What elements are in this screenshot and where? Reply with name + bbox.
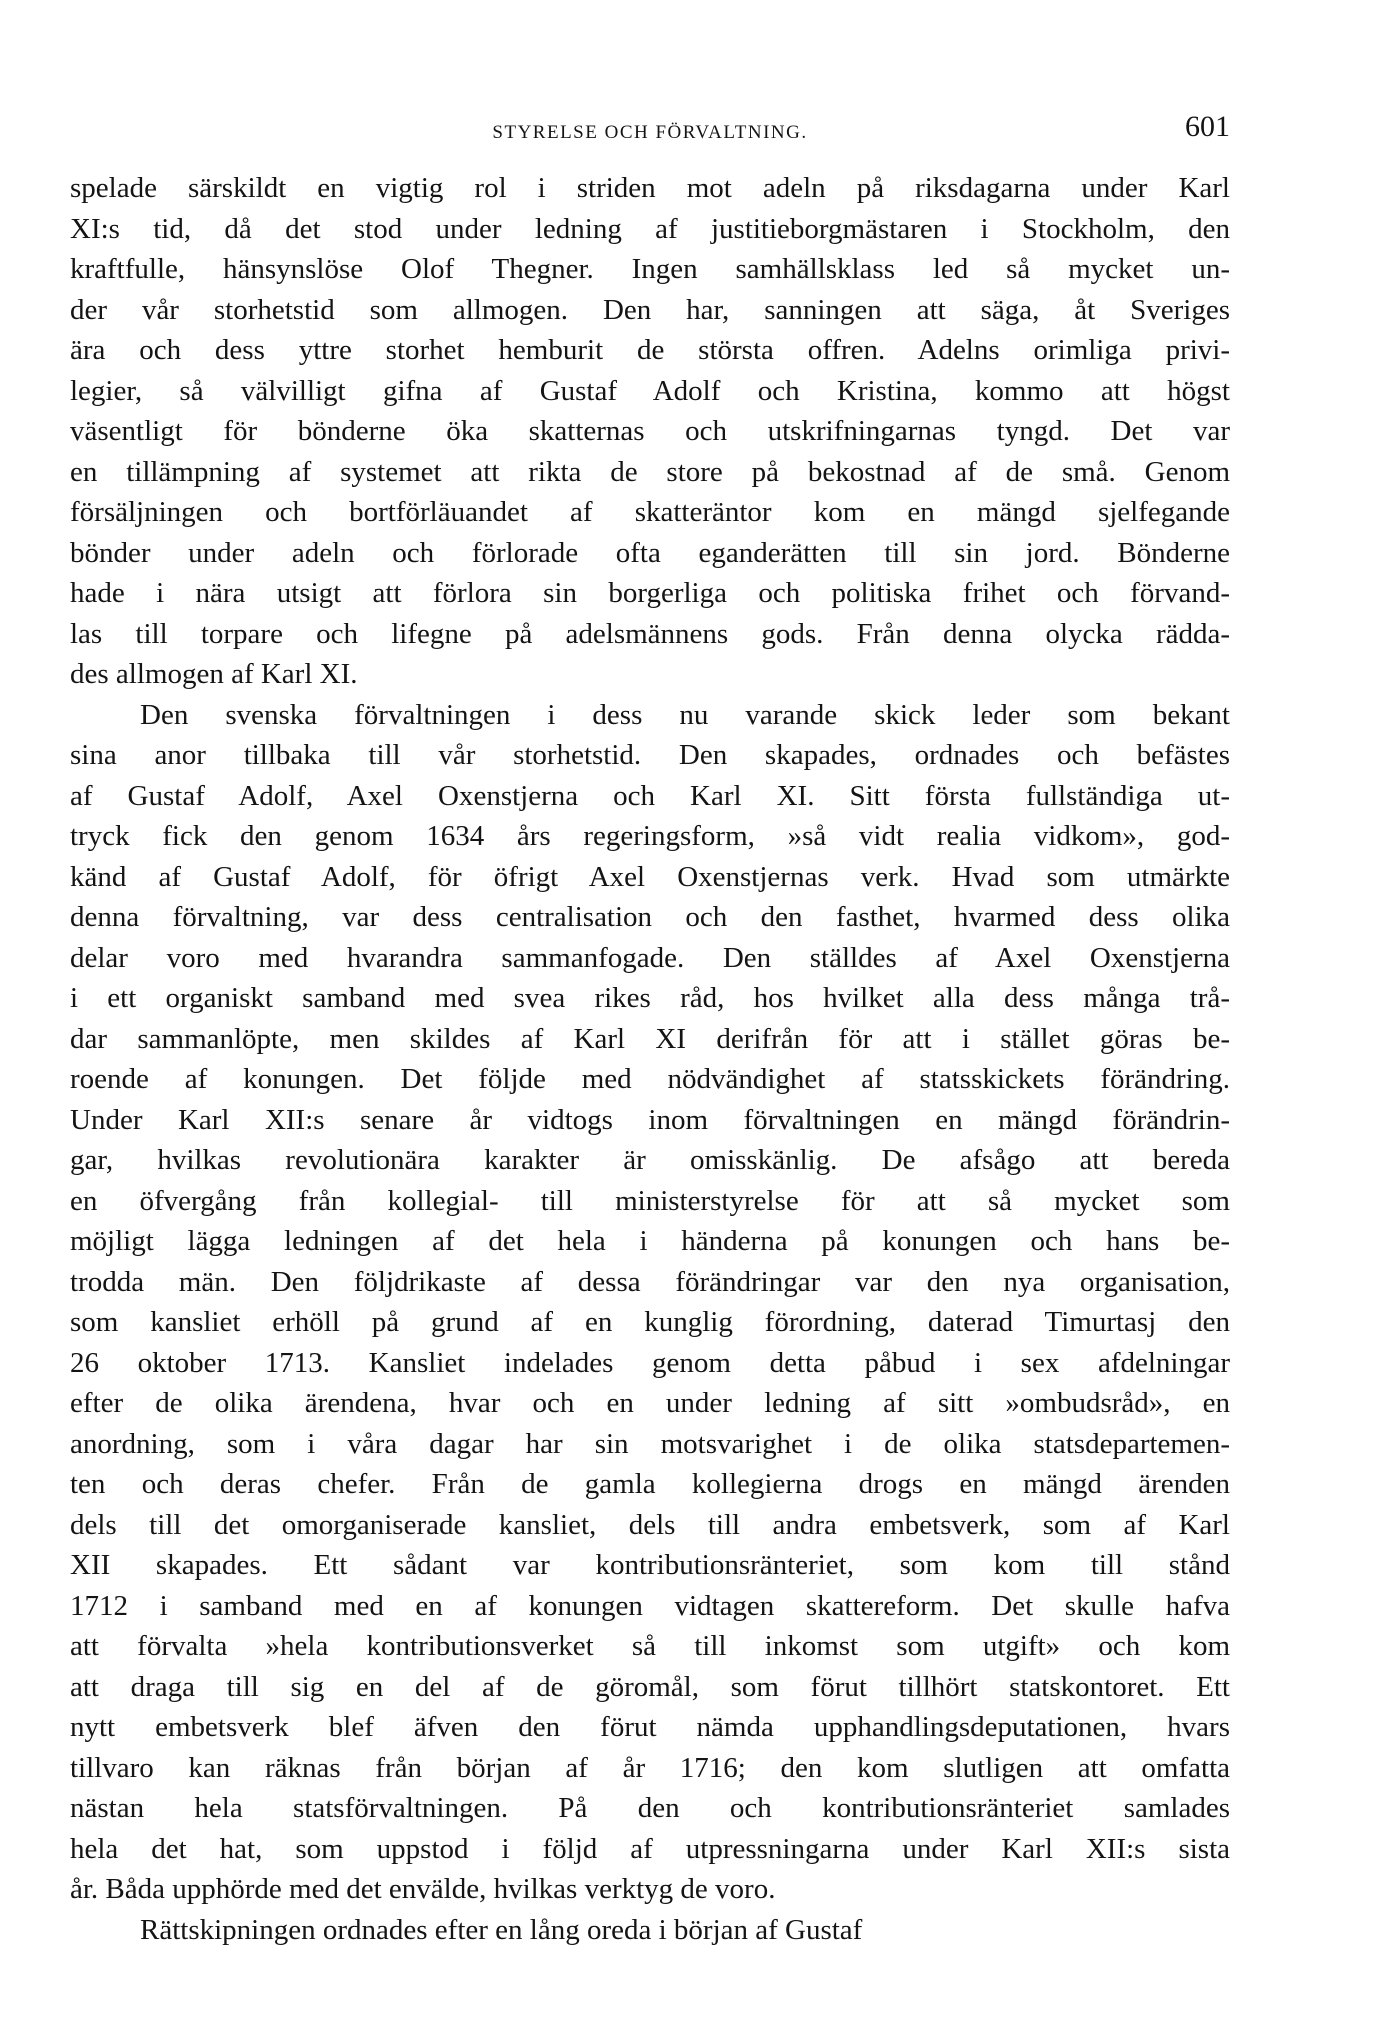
text-line: nästan hela statsförvaltningen. På den och kontributionsränteriet samlades — [70, 1792, 1230, 1824]
text-line: 1712 i samband med en af konungen vidtagen skattereform. Det skulle hafva — [70, 1589, 1230, 1622]
text-line: tillvaro kan räknas från början af år 1716; den kom slutligen att omfatta — [70, 1751, 1230, 1784]
text-line: som kansliet erhöll på grund af en kunglig förordning, daterad Timurtasj den — [70, 1306, 1230, 1338]
text-line: spelade särskildt en vigtig rol i striden mot adeln på riksdagarna under Karl — [70, 172, 1230, 204]
text-line: att draga till sig en del af de göromål, som förut tillhört statskontoret. Ett — [70, 1670, 1230, 1703]
page-header — [70, 110, 1230, 150]
text-line: dels till det omorganiserade kansliet, dels till andra embetsverk, som af Karl — [70, 1508, 1230, 1541]
running-title: STYRELSE OCH FÖRVALTNING. — [492, 122, 808, 143]
text-line: år. Båda upphörde med det envälde, hvilkas verktyg de voro. — [70, 1873, 776, 1905]
text-line: hade i nära utsigt att förlora sin borgerliga och politiska frihet och förvand- — [70, 577, 1230, 609]
text-line: i ett organiskt samband med svea rikes råd, hos hvilket alla dess många trå- — [70, 982, 1230, 1014]
text-line: legier, så välvilligt gifna af Gustaf Adolf och Kristina, kommo att högst — [70, 374, 1230, 407]
text-line: Under Karl XII:s senare år vidtogs inom förvaltningen en mängd förändrin- — [70, 1103, 1230, 1136]
text-line: roende af konungen. Det följde med nödvändighet af statsskickets förändring. — [70, 1063, 1230, 1095]
text-line: gar, hvilkas revolutionära karakter är omisskänlig. De afsågo att bereda — [70, 1144, 1230, 1176]
text-line: af Gustaf Adolf, Axel Oxenstjerna och Karl XI. Sitt första fullständiga ut- — [70, 779, 1230, 812]
text-line: sina anor tillbaka till vår storhetstid. Den skapades, ordnades och befästes — [70, 739, 1230, 771]
text-line: möjligt lägga ledningen af det hela i händerna på konungen och hans be- — [70, 1225, 1230, 1257]
text-line: XI:s tid, då det stod under ledning af justitieborgmästaren i Stockholm, den — [70, 212, 1230, 245]
text-line: en tillämpning af systemet att rikta de store på bekostnad af de små. Genom — [70, 455, 1230, 488]
text-line: känd af Gustaf Adolf, för öfrigt Axel Oxenstjernas verk. Hvad som utmärkte — [70, 860, 1230, 893]
text-line: anordning, som i våra dagar har sin motsvarighet i de olika statsdepartemen- — [70, 1427, 1230, 1460]
text-line: las till torpare och lifegne på adelsmännens gods. Från denna olycka räddа- — [70, 617, 1230, 650]
text-line: 26 oktober 1713. Kansliet indelades genom detta påbud i sex afdelningar — [70, 1346, 1230, 1379]
text-line: des allmogen af Karl XI. — [70, 658, 358, 690]
text-line: nytt embetsverk blef äfven den förut nämda upphandlingsdeputationen, hvars — [70, 1711, 1230, 1743]
text-line: dar sammanlöpte, men skildes af Karl XI derifrån för att i stället göras be- — [70, 1022, 1230, 1055]
text-line: efter de olika ärendena, hvar och en under ledning af sitt »ombudsråd», en — [70, 1387, 1230, 1419]
text-line: försäljningen och bortförläuandet af skatteräntor kom en mängd sjelfegande — [70, 496, 1230, 528]
text-line: ten och deras chefer. Från de gamla kollegierna drogs en mängd ärenden — [70, 1468, 1230, 1500]
text-line: hela det hat, som uppstod i följd af utpressningarna under Karl XII:s sista — [70, 1832, 1230, 1865]
text-line: der vår storhetstid som allmogen. Den har, sanningen att säga, åt Sveriges — [70, 293, 1230, 326]
text-line: att förvalta »hela kontributionsverket så till inkomst som utgift» och kom — [70, 1630, 1230, 1662]
paragraph-start-line: Rättskipningen ordnades efter en lång oreda i början af Gustaf — [140, 1913, 863, 1946]
text-line: tryck fick den genom 1634 års regeringsform, »så vidt realia vidkom», god- — [70, 820, 1230, 852]
text-line: delar voro med hvarandra sammanfogade. Den ställdes af Axel Oxenstjerna — [70, 941, 1230, 974]
text-line: bönder under adeln och förlorade ofta eganderätten till sin jord. Bönderne — [70, 536, 1230, 569]
text-line: denna förvaltning, var dess centralisation och den fasthet, hvarmed dess olika — [70, 901, 1230, 933]
text-line: kraftfulle, hänsynslöse Olof Thegner. Ingen samhällsklass led så mycket un- — [70, 253, 1230, 285]
text-line: XII skapades. Ett sådant var kontributionsränteriet, som kom till stånd — [70, 1549, 1230, 1581]
text-line: trodda män. Den följdrikaste af dessa förändringar var den nya organisation, — [70, 1265, 1230, 1298]
body-text — [70, 168, 1230, 1950]
text-line: väsentligt för bönderne öka skatternas och utskrifningarnas tyngd. Det var — [70, 415, 1230, 447]
text-line: ära och dess yttre storhet hemburit de största offren. Adelns orimliga privi- — [70, 334, 1230, 366]
page-number: 601 — [1185, 110, 1230, 143]
paragraph-start-line: Den svenska förvaltningen i dess nu varande skick leder som bekant — [140, 698, 1230, 731]
text-line: en öfvergång från kollegial- till ministerstyrelse för att så mycket som — [70, 1184, 1230, 1217]
